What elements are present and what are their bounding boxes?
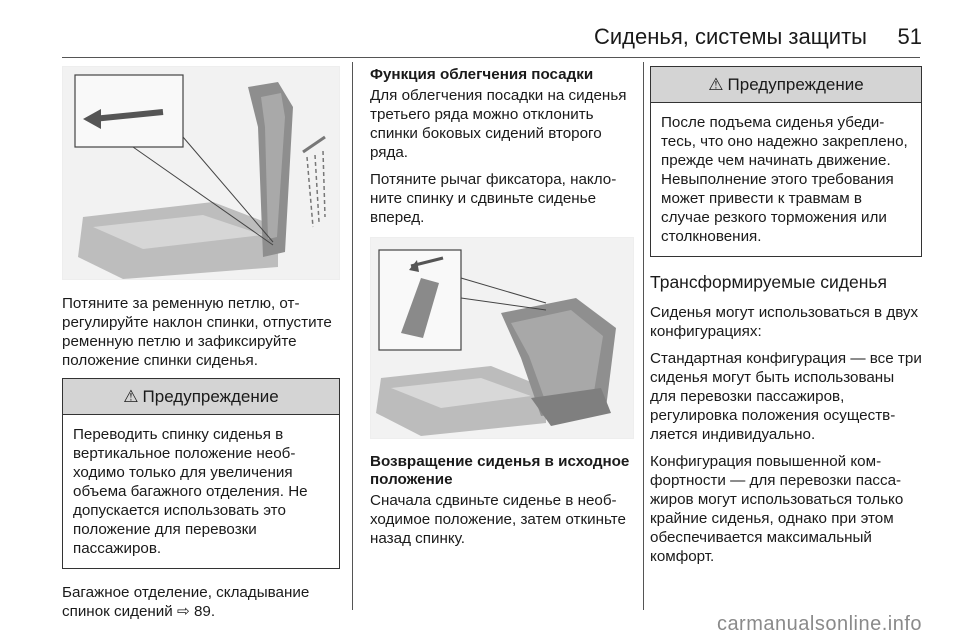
paragraph-easy-entry: Для облегчения посадки на сиденья третьего ряда можно отклонить спинки боковых сидений второго ряда.: [370, 87, 627, 161]
luggage-page-ref[interactable]: 89.: [193, 603, 216, 620]
section-title-convertible-seats: Трансформируемые сиденья: [650, 272, 888, 292]
paragraph-configurations: Сиденья могут использоваться в двух конфигурациях:: [650, 304, 919, 340]
column-divider-left: [352, 62, 353, 610]
watermark: carmanualsonline.info: [716, 613, 922, 635]
column-3: [650, 66, 922, 574]
warning-box-backrest: [62, 378, 340, 569]
heading-return-position: Возвращение сиденья в исходное положение: [370, 453, 630, 488]
paragraph-comfort-config: Конфигурация повышенной комфортности — для перевозки пассажиров могут использоваться только крайние сиденья, однако при этом обеспечивается максимальный комфорт.: [650, 453, 904, 565]
page-reference-icon: ⇨: [176, 603, 190, 620]
paragraph-lever: Потяните рычаг фиксатора, наклоните спинку и сдвиньте сиденье вперед.: [370, 171, 617, 226]
warning-header: [651, 67, 921, 103]
paragraph-standard-config: Стандартная конфигурация — все три сиденья могут быть использованы для перевозки пассажиров, регулировка положения осуществляется индивидуально.: [650, 350, 922, 443]
warning-body: После подъема сиденья убедитесь, что оно надежно закреплено, прежде чем начинать движение. Невыполнение этого требования может привести к травмам в случае резкого торможения или столкновения.: [661, 114, 908, 245]
warning-title: Предупреждение: [727, 75, 864, 94]
warning-body: Переводить спинку сиденья в вертикальное положение необходимо только для увеличения объема багажного отделения. Не допускается использовать это положение для перевозки пассажиров.: [73, 426, 308, 557]
warning-title: Предупреждение: [142, 387, 279, 406]
seat-strap-illustration: [62, 66, 340, 280]
paragraph-return: Сначала сдвиньте сиденье в необходимое положение, затем откиньте назад спинку.: [370, 492, 626, 547]
warning-triangle-icon: ⚠: [123, 387, 139, 406]
heading-easy-entry: Функция облегчения посадки: [370, 66, 594, 83]
warning-triangle-icon: ⚠: [708, 75, 724, 94]
column-divider-right: [643, 62, 644, 610]
warning-box-secure: [650, 66, 922, 257]
column-1: [62, 66, 340, 629]
page-header-title: Сиденья, системы защиты: [593, 24, 867, 49]
paragraph-strap: Потяните за ременную петлю, отрегулируйте наклон спинки, отпустите ременную петлю и зафиксируйте положение спинки сиденья.: [62, 295, 332, 369]
seat-tilt-illustration: [370, 237, 634, 439]
luggage-text: Багажное отделение, складывание спинок сидений: [62, 584, 310, 620]
header-rule: [62, 57, 920, 58]
warning-header: [63, 379, 339, 415]
page-number: 51: [897, 24, 922, 49]
paragraph-luggage: [62, 583, 340, 621]
column-2: [370, 66, 632, 556]
